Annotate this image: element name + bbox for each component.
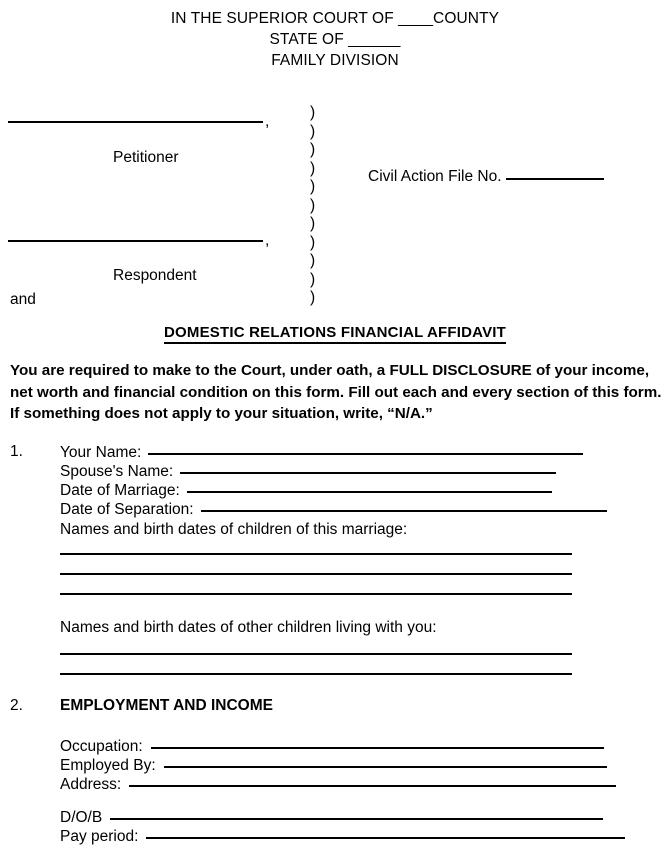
field-address [60,775,616,794]
section-2-heading: EMPLOYMENT AND INCOME [60,697,273,714]
field-employed-by [60,756,607,775]
field-spouse-name-label: Spouse's Name: [60,463,174,480]
caption-paren: ) [310,178,316,195]
field-pay-period-label: Pay period: [60,828,139,845]
case-caption [0,104,670,309]
other-children-rule-2[interactable] [60,673,572,675]
caption-paren: ) [310,233,316,251]
field-pay-period [60,827,625,846]
children-of-marriage-prompt: Names and birth dates of children of this marriage: [60,521,408,538]
children-of-marriage-rule-1[interactable] [60,553,572,555]
caption-paren: ) [310,159,316,177]
page-title-text: DOMESTIC RELATIONS FINANCIAL AFFIDAVIT [164,324,506,344]
caption-paren: ) [310,270,316,288]
civil-action-file-no-label: Civil Action File No. [368,168,502,185]
caption-and-label: and [10,291,36,308]
field-spouse-name [60,462,556,481]
page-title [0,324,670,341]
civil-action-file-no-rule[interactable] [506,178,604,180]
field-your-name [60,443,583,462]
respondent-comma: , [265,232,270,249]
children-of-marriage-rule-3[interactable] [60,593,572,595]
section-2-number: 2. [10,697,23,714]
caption-paren-column [310,104,315,308]
court-heading-line-3: FAMILY DIVISION [271,52,399,69]
respondent-name-rule[interactable] [8,240,263,242]
caption-paren: ) [310,289,316,306]
field-pay-period-rule[interactable] [146,837,625,839]
other-children-rule-1[interactable] [60,653,572,655]
petitioner-role-label: Petitioner [113,149,179,166]
caption-paren: ) [310,252,316,269]
caption-paren: ) [310,122,316,140]
field-occupation-label: Occupation: [60,738,143,755]
court-heading [0,8,670,71]
field-date-of-marriage-rule[interactable] [187,491,552,493]
field-date-of-marriage [60,481,552,500]
field-dob-rule[interactable] [110,818,603,820]
other-children-prompt: Names and birth dates of other children living with you: [60,619,437,636]
court-heading-line-2: STATE OF ______ [269,31,401,48]
field-dob-label: D/O/B [60,809,103,826]
caption-paren: ) [310,141,316,158]
field-date-of-separation [60,500,607,519]
field-employed-by-rule[interactable] [164,766,607,768]
children-of-marriage-rule-2[interactable] [60,573,572,575]
instructions-paragraph: You are required to make to the Court, under oath, a FULL DISCLOSURE of your income, net worth and financial condition on this form. Fill out each and every section of this form. If something does not apply to your situation, write, “N/A.” [10,362,662,422]
field-dob [60,808,603,827]
field-date-of-marriage-label: Date of Marriage: [60,482,180,499]
field-spouse-name-rule[interactable] [180,472,556,474]
field-your-name-rule[interactable] [148,453,583,455]
caption-paren: ) [310,196,316,214]
field-date-of-separation-label: Date of Separation: [60,501,194,518]
caption-paren: ) [310,104,316,121]
petitioner-comma: , [265,113,270,130]
field-address-rule[interactable] [129,785,616,787]
respondent-role-label: Respondent [113,267,197,284]
petitioner-name-rule[interactable] [8,121,263,123]
field-date-of-separation-rule[interactable] [201,510,607,512]
field-occupation-rule[interactable] [151,747,604,749]
civil-action-file-no [368,168,604,186]
court-heading-line-1: IN THE SUPERIOR COURT OF ____COUNTY [170,10,500,27]
caption-paren: ) [310,215,316,232]
field-your-name-label: Your Name: [60,444,142,461]
field-address-label: Address: [60,776,122,793]
field-occupation [60,737,604,756]
field-employed-by-label: Employed By: [60,757,156,774]
section-1-number: 1. [10,443,23,460]
